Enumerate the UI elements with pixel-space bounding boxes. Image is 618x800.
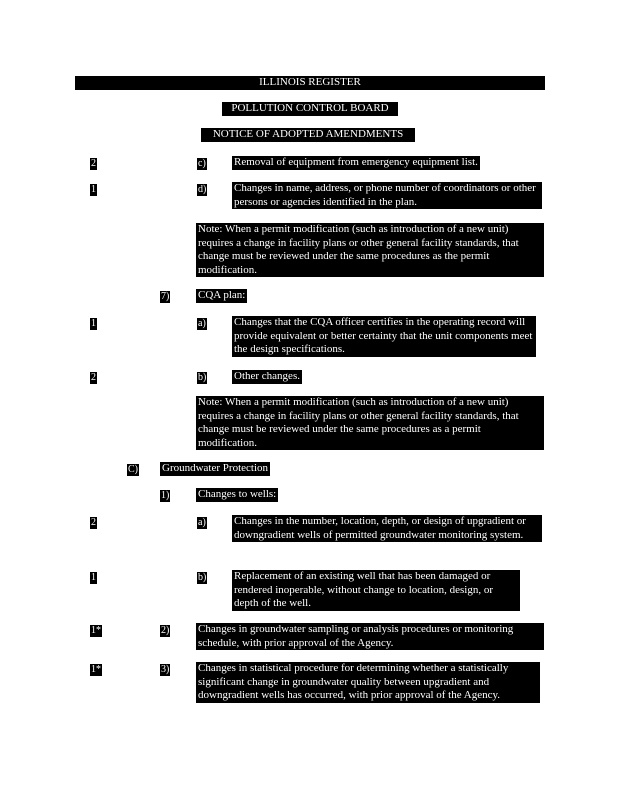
class-number: 1: [91, 184, 96, 195]
class-number: 1: [91, 318, 96, 329]
item-label: 2): [161, 625, 170, 636]
class-number: 1: [91, 572, 96, 583]
item-label: d): [198, 184, 207, 195]
item-label: 1): [161, 490, 170, 501]
item-label: b): [198, 572, 207, 583]
register-header: ILLINOIS REGISTER: [75, 76, 545, 90]
section-heading: CQA plan:: [198, 289, 246, 301]
item-label: a): [198, 318, 206, 329]
item-text: Changes in groundwater sampling or analysis procedures or monitoring schedule, with prior approval of the Agency.: [196, 623, 544, 650]
notice-header: NOTICE OF ADOPTED AMENDMENTS: [201, 128, 415, 142]
item-text: Changes in the number, location, depth, or design of upgradient or downgradient wells of permitted groundwater monitoring system.: [232, 515, 542, 542]
item-text: Changes in statistical procedure for determining whether a statistically significant change in groundwater quality between upgradient and downgradient wells has occurred, with prior approval of the Agency.: [196, 662, 540, 703]
item-label: b): [198, 372, 207, 383]
item-label: 7): [161, 291, 170, 302]
class-number: 2: [91, 372, 96, 383]
agency-header: POLLUTION CONTROL BOARD: [222, 102, 398, 116]
item-label: 3): [161, 664, 170, 675]
note-text: Note: When a permit modification (such as introduction of a new unit) requires a change in facility plans or other general facility standards, that change must be reviewed under the same procedures as the permit modification.: [196, 223, 544, 277]
note-text: Note: When a permit modification (such as introduction of a new unit) requires a change in facility plans or other general facility standards, that change must be reviewed under the same procedures as a permit modification.: [196, 396, 544, 450]
class-number: 1*: [91, 664, 101, 675]
class-number: 2: [91, 158, 96, 169]
item-text: Changes in name, address, or phone number of coordinators or other persons or agencies identified in the plan.: [232, 182, 542, 209]
section-heading: Changes to wells:: [198, 488, 277, 500]
class-number: 1*: [91, 625, 101, 636]
item-text: Replacement of an existing well that has been damaged or rendered inoperable, without change to location, design, or depth of the well.: [232, 570, 520, 611]
item-label: a): [198, 517, 206, 528]
item-text: Removal of equipment from emergency equipment list.: [234, 156, 478, 168]
item-label: c): [198, 158, 206, 169]
item-text: Other changes.: [234, 370, 300, 382]
item-label: C): [128, 464, 138, 475]
item-text: Changes that the CQA officer certifies in the operating record will provide equivalent or better certainty that the unit components meet the design specifications.: [232, 316, 536, 357]
class-number: 2: [91, 517, 96, 528]
section-heading: Groundwater Protection: [162, 462, 268, 474]
